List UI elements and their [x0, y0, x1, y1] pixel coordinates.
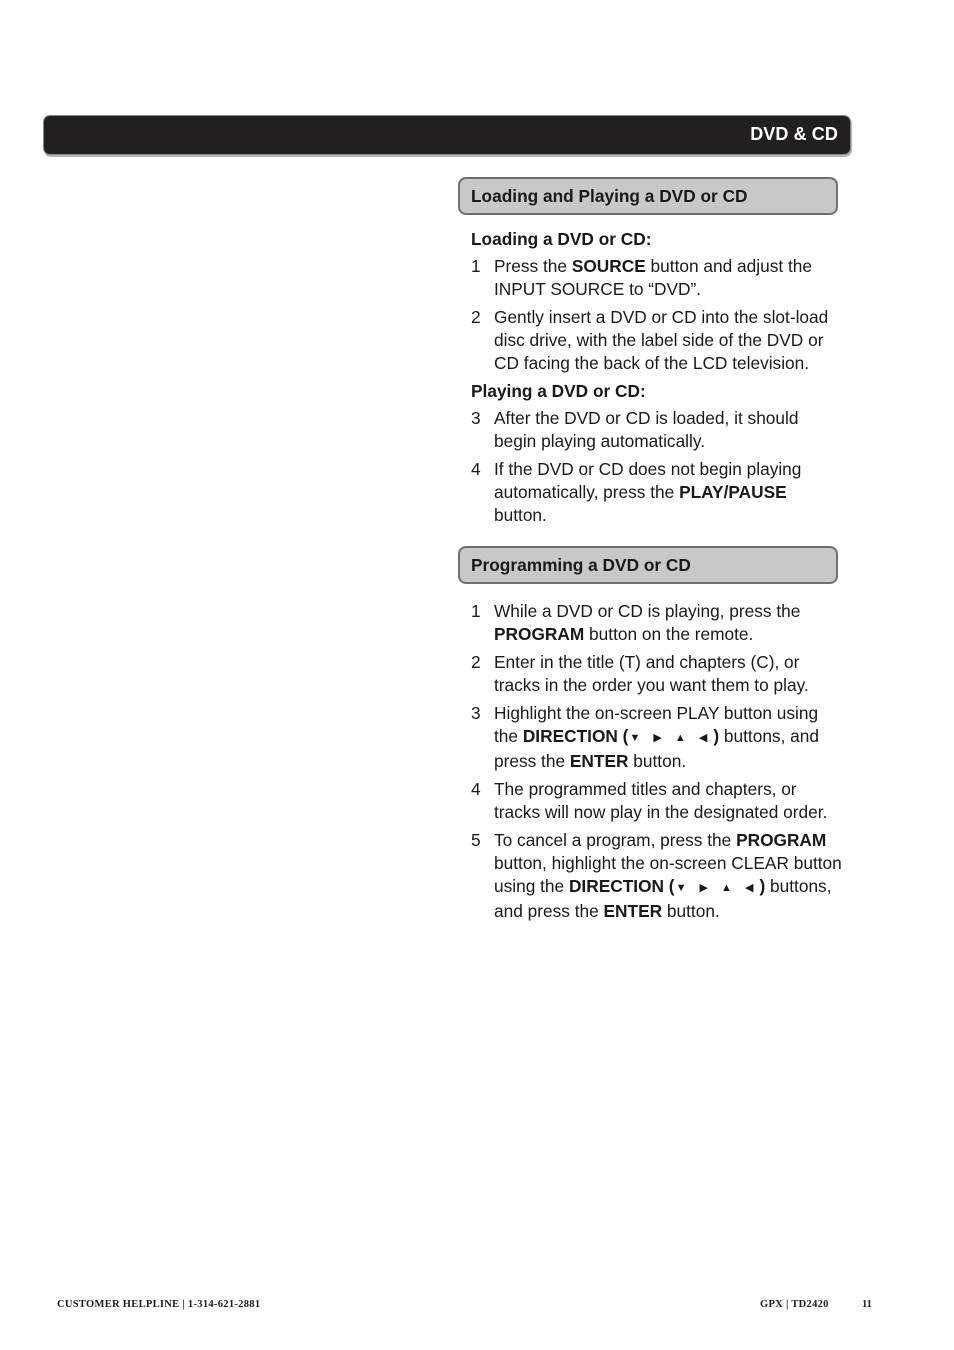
section-title-loading: Loading and Playing a DVD or CD [458, 177, 838, 215]
header-title: DVD & CD [750, 124, 838, 144]
subheading-loading: Loading a DVD or CD: [471, 229, 652, 249]
list-item: 3 Highlight the on-screen PLAY button using the DIRECTION (▼ ▶ ▲ ◀) buttons, and press the ENTER button. [471, 703, 820, 771]
step-number: 1 [471, 256, 481, 276]
page-number: 11 [862, 1299, 872, 1310]
step-number: 2 [471, 307, 481, 327]
step-number: 4 [471, 459, 481, 479]
section-title-programming: Programming a DVD or CD [458, 546, 838, 584]
list-item: 3 After the DVD or CD is loaded, it should begin playing automatically. [471, 408, 799, 451]
footer-model: GPX | TD2420 [760, 1299, 829, 1310]
section-header-bar [44, 116, 850, 154]
step-number: 3 [471, 408, 481, 428]
list-item: 2 Enter in the title (T) and chapters (C), or tracks in the order you want them to play. [471, 652, 809, 695]
step-number: 1 [471, 601, 481, 621]
step-number: 2 [471, 652, 481, 672]
footer-helpline: CUSTOMER HELPLINE | 1-314-621-2881 [57, 1299, 261, 1310]
main-content [458, 177, 844, 928]
step-number: 5 [471, 830, 481, 850]
subheading-playing: Playing a DVD or CD: [471, 381, 646, 401]
list-item: 1 While a DVD or CD is playing, press the PROGRAM button on the remote. [471, 601, 801, 644]
list-item: 5 To cancel a program, press the PROGRAM button, highlight the on-screen CLEAR button using the DIRECTION (▼ ▶ ▲ ◀) buttons, and press the ENTER button. [471, 830, 842, 921]
list-item: 4 If the DVD or CD does not begin playing automatically, press the PLAY/PAUSE button. [471, 459, 802, 525]
list-item: 2 Gently insert a DVD or CD into the slot-load disc drive, with the label side of the DVD or CD facing the back of the LCD television. [471, 307, 829, 373]
list-item: 1 Press the SOURCE button and adjust the INPUT SOURCE to “DVD”. [471, 256, 812, 299]
step-number: 4 [471, 779, 481, 799]
direction-arrows-icon: ▼ ▶ ▲ ◀ [675, 882, 759, 894]
step-number: 3 [471, 703, 481, 723]
list-item: 4 The programmed titles and chapters, or tracks will now play in the designated order. [471, 779, 828, 822]
direction-arrows-icon: ▼ ▶ ▲ ◀ [629, 732, 713, 744]
